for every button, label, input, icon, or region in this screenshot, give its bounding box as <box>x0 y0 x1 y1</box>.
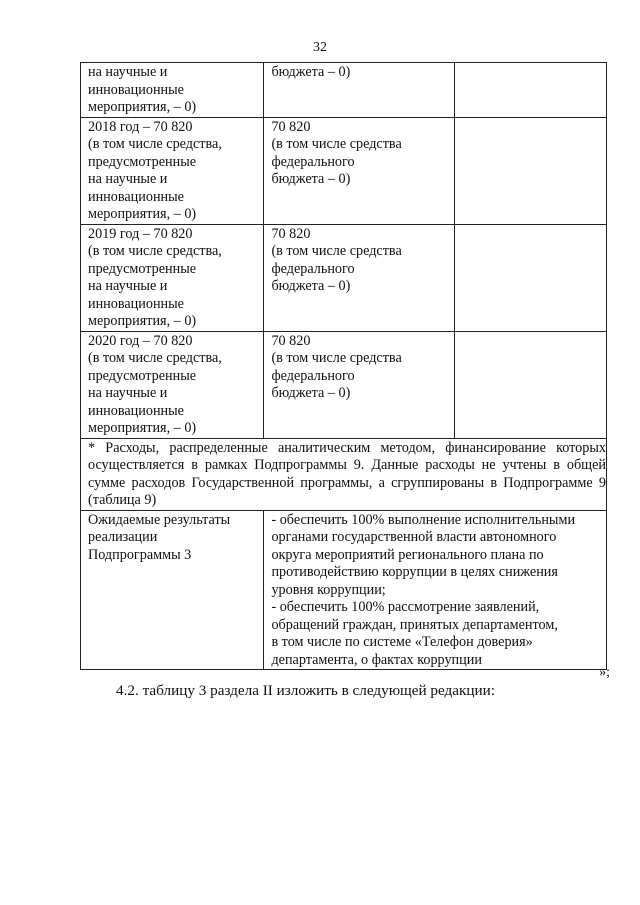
cell-line: (в том числе средства, <box>88 243 222 259</box>
funding-period-cell <box>81 63 264 118</box>
footnote-row <box>81 438 607 510</box>
cell-line: - обеспечить 100% выполнение исполнительными <box>271 511 576 528</box>
cell-line: (в том числе средства <box>271 350 402 366</box>
cell-line: 2018 год – 70 820 <box>88 118 193 135</box>
funding-row <box>81 331 607 438</box>
cell-line: федерального <box>271 260 355 277</box>
cell-line: органами государственной власти автономного <box>271 529 557 545</box>
empty-cell <box>454 117 606 224</box>
cell-line: противодействию коррупции в целях снижения <box>271 564 558 580</box>
cell-line: на научные и <box>88 171 168 187</box>
cell-line: в том числе по системе «Телефон доверия» <box>271 634 533 650</box>
cell-line: на научные и <box>88 64 168 80</box>
cell-line: 70 820 <box>271 118 311 135</box>
cell-line: (в том числе средства, <box>88 350 222 366</box>
cell-line: инновационные <box>88 188 184 205</box>
cell-line: 70 820 <box>271 225 311 242</box>
cell-line: инновационные <box>88 295 184 312</box>
funding-period-cell <box>81 224 264 331</box>
cell-line: мероприятия, – 0) <box>88 206 197 222</box>
expected-results-row <box>81 510 607 670</box>
federal-budget-cell <box>264 224 455 331</box>
funding-row <box>81 63 607 118</box>
cell-line: департамента, о фактах коррупции <box>271 651 482 668</box>
cell-line: (в том числе средства <box>271 136 402 152</box>
cell-line: - обеспечить 100% рассмотрение заявлений, <box>271 599 540 615</box>
instruction-text: 4.2. таблицу 3 раздела II изложить в следующей редакции: <box>116 682 496 699</box>
cell-line: на научные и <box>88 278 168 294</box>
footnote-text: * Расходы, распределенные аналитическим методом, финансирование которых осуществляется в рамках Подпрограммы 9. Данные расходы не учтены в общей сумме расходов Государственной программы, а сгруппированы в Подпрограмме 9 (таблица 9) <box>81 438 607 510</box>
cell-line: инновационные <box>88 81 184 98</box>
cell-line: инновационные <box>88 402 184 419</box>
cell-line: на научные и <box>88 385 168 401</box>
funding-row <box>81 117 607 224</box>
cell-line: 2019 год – 70 820 <box>88 225 193 242</box>
cell-line: (в том числе средства, <box>88 136 222 152</box>
cell-line: мероприятия, – 0) <box>88 420 197 436</box>
cell-line: бюджета – 0) <box>271 385 351 401</box>
cell-line: бюджета – 0) <box>271 171 351 187</box>
cell-line: обращений граждан, принятых департаментом, <box>271 616 558 633</box>
cell-line: федерального <box>271 367 355 384</box>
cell-line: уровня коррупции; <box>271 581 386 598</box>
federal-budget-cell <box>264 331 455 438</box>
cell-line: 70 820 <box>271 332 311 349</box>
cell-line: (в том числе средства <box>271 243 402 259</box>
empty-cell <box>454 331 606 438</box>
expected-results-label <box>81 510 264 670</box>
cell-line: предусмотренные <box>88 260 197 277</box>
cell-line: мероприятия, – 0) <box>88 99 197 115</box>
program-table-body <box>81 63 607 670</box>
cell-line: федерального <box>271 153 355 170</box>
cell-line: Ожидаемые результаты <box>88 511 231 528</box>
federal-budget-cell <box>264 63 455 118</box>
expected-results-text <box>264 510 607 670</box>
empty-cell <box>454 63 606 118</box>
cell-line: 2020 год – 70 820 <box>88 332 193 349</box>
funding-period-cell <box>81 117 264 224</box>
cell-line: округа мероприятий регионального плана по <box>271 546 544 563</box>
cell-line: бюджета – 0) <box>271 278 351 294</box>
page-number: 32 <box>313 40 327 55</box>
funding-period-cell <box>81 331 264 438</box>
empty-cell <box>454 224 606 331</box>
cell-line: Подпрограммы 3 <box>88 546 192 563</box>
funding-row <box>81 224 607 331</box>
closing-quote-mark: »; <box>599 665 610 680</box>
cell-line: бюджета – 0) <box>271 64 351 80</box>
cell-line: предусмотренные <box>88 367 197 384</box>
cell-line: предусмотренные <box>88 153 197 170</box>
federal-budget-cell <box>264 117 455 224</box>
cell-line: мероприятия, – 0) <box>88 313 197 329</box>
cell-line: реализации <box>88 529 158 545</box>
program-table <box>80 62 607 670</box>
